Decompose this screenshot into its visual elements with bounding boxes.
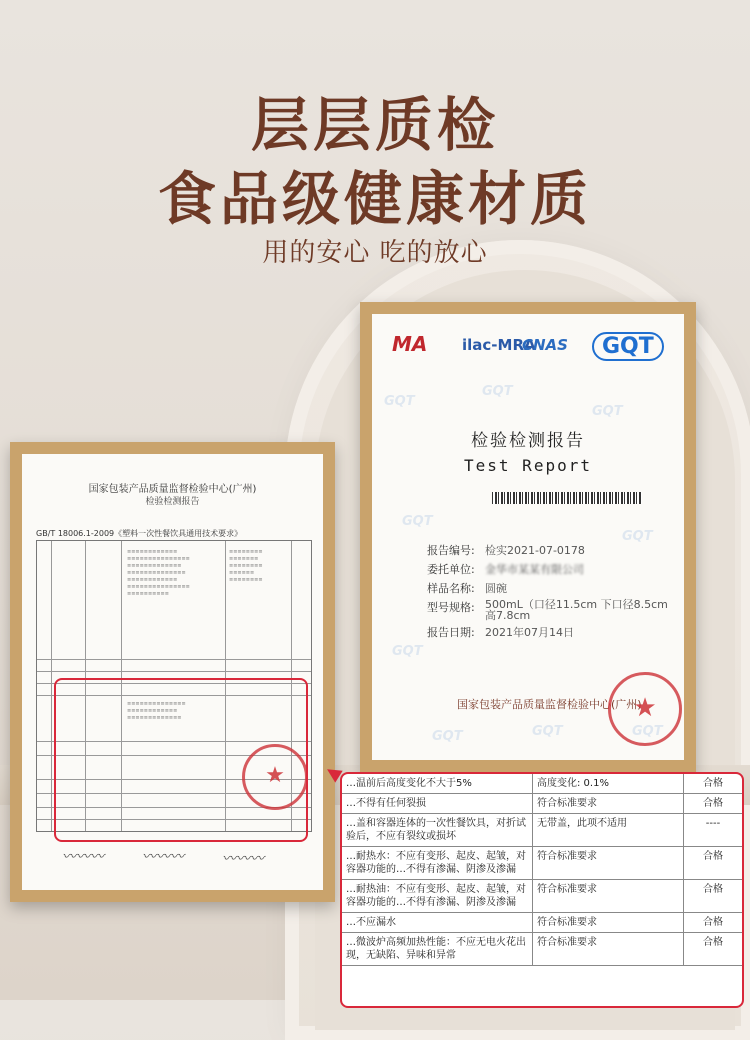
- signature: 〰〰〰: [142, 849, 184, 865]
- table-row: [342, 913, 742, 933]
- watermark: GQT: [632, 724, 663, 739]
- watermark: GQT: [402, 514, 433, 529]
- table-cell-result: 高度变化: 0.1%: [533, 774, 684, 793]
- watermark: GQT: [532, 724, 563, 739]
- table-cell-verdict: ----: [705, 818, 721, 829]
- table-cell-result: 符合标准要求: [533, 913, 684, 932]
- watermark: GQT: [592, 404, 623, 419]
- official-seal-icon: ★: [608, 672, 682, 746]
- signature: 〰〰〰: [222, 851, 264, 867]
- table-cell-item: …不应漏水: [342, 913, 533, 932]
- table-cell-item: …温前后高度变化不大于5%: [342, 774, 533, 793]
- sheet-title: 国家包装产品质量监督检验中心(广州): [88, 484, 257, 495]
- report-field: 型号规格: 500mL（口径11.5cm 下口径8.5cm 高7.8cm: [427, 598, 668, 622]
- table-row: [342, 847, 742, 880]
- headline-line2: 食品级健康材质: [157, 165, 592, 233]
- official-seal-icon: ★: [242, 744, 308, 810]
- test-report-frame: [360, 302, 696, 772]
- zoomed-result-table: [340, 772, 744, 1008]
- cnas-logo: CNAS: [522, 336, 568, 354]
- table-cell-verdict: 合格: [703, 851, 723, 862]
- accreditation-logos: [392, 332, 672, 372]
- report-field: 报告日期: 2021年07月14日: [427, 626, 574, 639]
- report-title-cn: 检验检测报告: [471, 431, 585, 451]
- watermark: GQT: [392, 644, 423, 659]
- watermark: GQT: [622, 529, 653, 544]
- table-row: [342, 880, 742, 913]
- gqt-logo: GQT: [592, 332, 664, 361]
- ma-logo: MA: [392, 332, 428, 356]
- table-cell-result: 无带盖，此项不适用: [533, 814, 684, 846]
- table-cell-verdict: 合格: [703, 778, 723, 789]
- table-row: [342, 774, 742, 794]
- table-cell-verdict: 合格: [703, 798, 723, 809]
- ilac-logo: ilac-MRA: [462, 336, 536, 354]
- report-fields: [427, 542, 675, 643]
- sheet-table: ≡≡≡≡≡≡≡≡≡≡≡≡ ≡≡≡≡≡≡≡≡≡≡≡≡≡≡≡ ≡≡≡≡≡≡≡≡≡≡≡≡≡ ≡≡≡≡≡≡≡≡≡≡≡≡≡≡ ≡≡≡≡≡≡≡≡≡≡≡≡ ≡≡≡≡≡≡≡≡≡≡≡≡≡≡≡ ≡≡≡≡≡≡≡≡≡≡ ≡≡≡≡≡≡≡≡ ≡≡≡≡≡≡≡ ≡≡≡≡≡≡≡≡ ≡≡≡≡≡≡ ≡≡≡≡≡≡≡≡ ≡≡≡≡≡≡≡≡≡≡≡≡≡≡ ≡≡≡≡≡≡≡≡≡≡≡≡ ≡≡≡≡≡≡≡≡≡≡≡≡≡: [36, 540, 312, 832]
- table-cell-result: 符合标准要求: [533, 794, 684, 813]
- report-field: 报告编号: 检实2021-07-0178: [427, 544, 585, 557]
- report-field: 样品名称: 圆碗: [427, 582, 507, 595]
- test-report-paper: [372, 314, 684, 760]
- watermark: GQT: [432, 729, 463, 744]
- table-row: [342, 933, 742, 966]
- table-cell-item: …不得有任何裂损: [342, 794, 533, 813]
- watermark: GQT: [384, 394, 415, 409]
- institute-name: 国家包装产品质量监督检验中心(广州): [457, 698, 642, 711]
- table-cell-item: …盖和容器连体的一次性餐饮具，对折试验后，不应有裂纹或损坏: [342, 814, 533, 846]
- table-cell-verdict: 合格: [703, 884, 723, 895]
- signature: 〰〰〰: [62, 849, 104, 865]
- table-cell-result: 符合标准要求: [533, 933, 684, 965]
- table-row: [342, 794, 742, 814]
- report-field: 委托单位: 金华市某某有限公司: [427, 563, 584, 576]
- table-cell-verdict: 合格: [703, 917, 723, 928]
- sheet-subtitle: 检验检测报告: [145, 497, 200, 507]
- sheet-standard: GB/T 18006.1-2009《塑料一次性餐饮具通用技术要求》: [36, 529, 243, 538]
- table-cell-result: 符合标准要求: [533, 847, 684, 879]
- table-cell-item: …耐热油：不应有变形、起皮、起皱，对容器功能的…不得有渗漏、阴渗及渗漏: [342, 880, 533, 912]
- table-cell-result: 符合标准要求: [533, 880, 684, 912]
- table-cell-verdict: 合格: [703, 937, 723, 948]
- table-cell-item: …微波炉高频加热性能：不应无电火花出现，无缺陷、异味和异常: [342, 933, 533, 965]
- table-cell-item: …耐热水：不应有变形、起皮、起皱，对容器功能的…不得有渗漏、阴渗及渗漏: [342, 847, 533, 879]
- headline-line3: 用的安心 吃的放心: [262, 238, 488, 268]
- zoom-table-body: [342, 774, 742, 966]
- table-row: [342, 814, 742, 847]
- report-title-en: Test Report: [464, 456, 592, 475]
- headline-line1: 层层质检: [250, 91, 499, 159]
- watermark: GQT: [482, 384, 513, 399]
- barcode: [492, 492, 642, 504]
- highlight-box: [54, 678, 308, 842]
